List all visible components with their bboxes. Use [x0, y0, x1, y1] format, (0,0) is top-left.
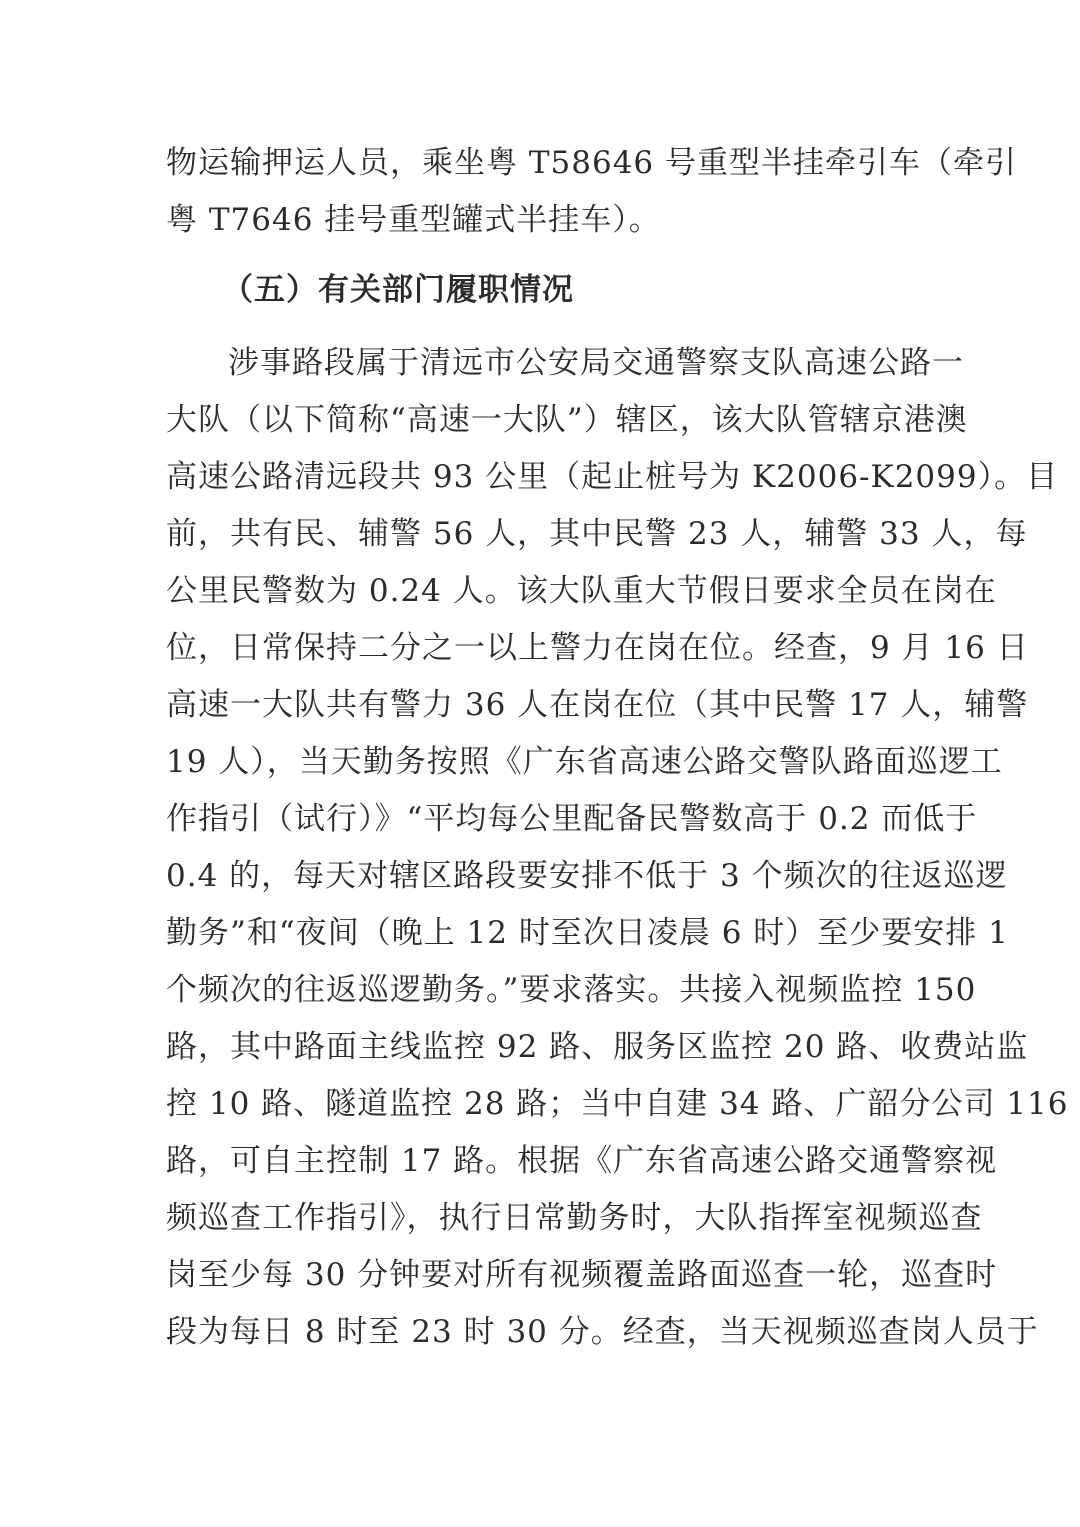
paragraph-line-5: 公里民警数为 0.24 人。该大队重大节假日要求全员在岗在 [166, 573, 997, 609]
paragraph-line-10: 0.4 的，每天对辖区路段要安排不低于 3 个频次的往返巡逻 [166, 858, 1008, 894]
paragraph-line-14: 控 10 路、隧道监控 28 路；当中自建 34 路、广韶分公司 116 [166, 1086, 1069, 1122]
paragraph-line-11: 勤务”和“夜间（晚上 12 时至次日凌晨 6 时）至少要安排 1 [166, 915, 1009, 951]
paragraph-line-7: 高速一大队共有警力 36 人在岗在位（其中民警 17 人，辅警 [166, 687, 1029, 723]
paragraph-line-2: 大队（以下简称“高速一大队”）辖区，该大队管辖京港澳 [166, 402, 968, 438]
paragraph-line-13: 路，其中路面主线监控 92 路、服务区监控 20 路、收费站监 [166, 1029, 1029, 1065]
paragraph-line-1: 涉事路段属于清远市公安局交通警察支队高速公路一 [228, 345, 964, 381]
paragraph-line-16: 频巡查工作指引》，执行日常勤务时，大队指挥室视频巡查 [166, 1200, 983, 1236]
section-heading: （五）有关部门履职情况 [222, 272, 574, 308]
paragraph-line-3: 高速公路清远段共 93 公里（起止桩号为 K2006-K2099）。目 [166, 459, 1059, 495]
paragraph-line-8: 19 人），当天勤务按照《广东省高速公路交警队路面巡逻工 [166, 744, 1003, 780]
paragraph-line-18: 段为每日 8 时至 23 时 30 分。经查，当天视频巡查岗人员于 [166, 1314, 1039, 1350]
continuation-line-1: 物运输押运人员，乘坐粤 T58646 号重型半挂牵引车（牵引 [166, 145, 1017, 181]
paragraph-line-9: 作指引（试行）》“平均每公里配备民警数高于 0.2 而低于 [166, 801, 978, 837]
paragraph-line-12: 个频次的往返巡逻勤务。”要求落实。共接入视频监控 150 [166, 972, 977, 1008]
paragraph-line-4: 前，共有民、辅警 56 人，其中民警 23 人，辅警 33 人，每 [166, 516, 1028, 552]
paragraph-line-15: 路，可自主控制 17 路。根据《广东省高速公路交通警察视 [166, 1143, 998, 1179]
paragraph-line-6: 位，日常保持二分之一以上警力在岗在位。经查，9 月 16 日 [166, 630, 1029, 666]
continuation-line-2: 粤 T7646 挂号重型罐式半挂车）。 [166, 202, 661, 238]
paragraph-line-17: 岗至少每 30 分钟要对所有视频覆盖路面巡查一轮，巡查时 [166, 1257, 998, 1293]
